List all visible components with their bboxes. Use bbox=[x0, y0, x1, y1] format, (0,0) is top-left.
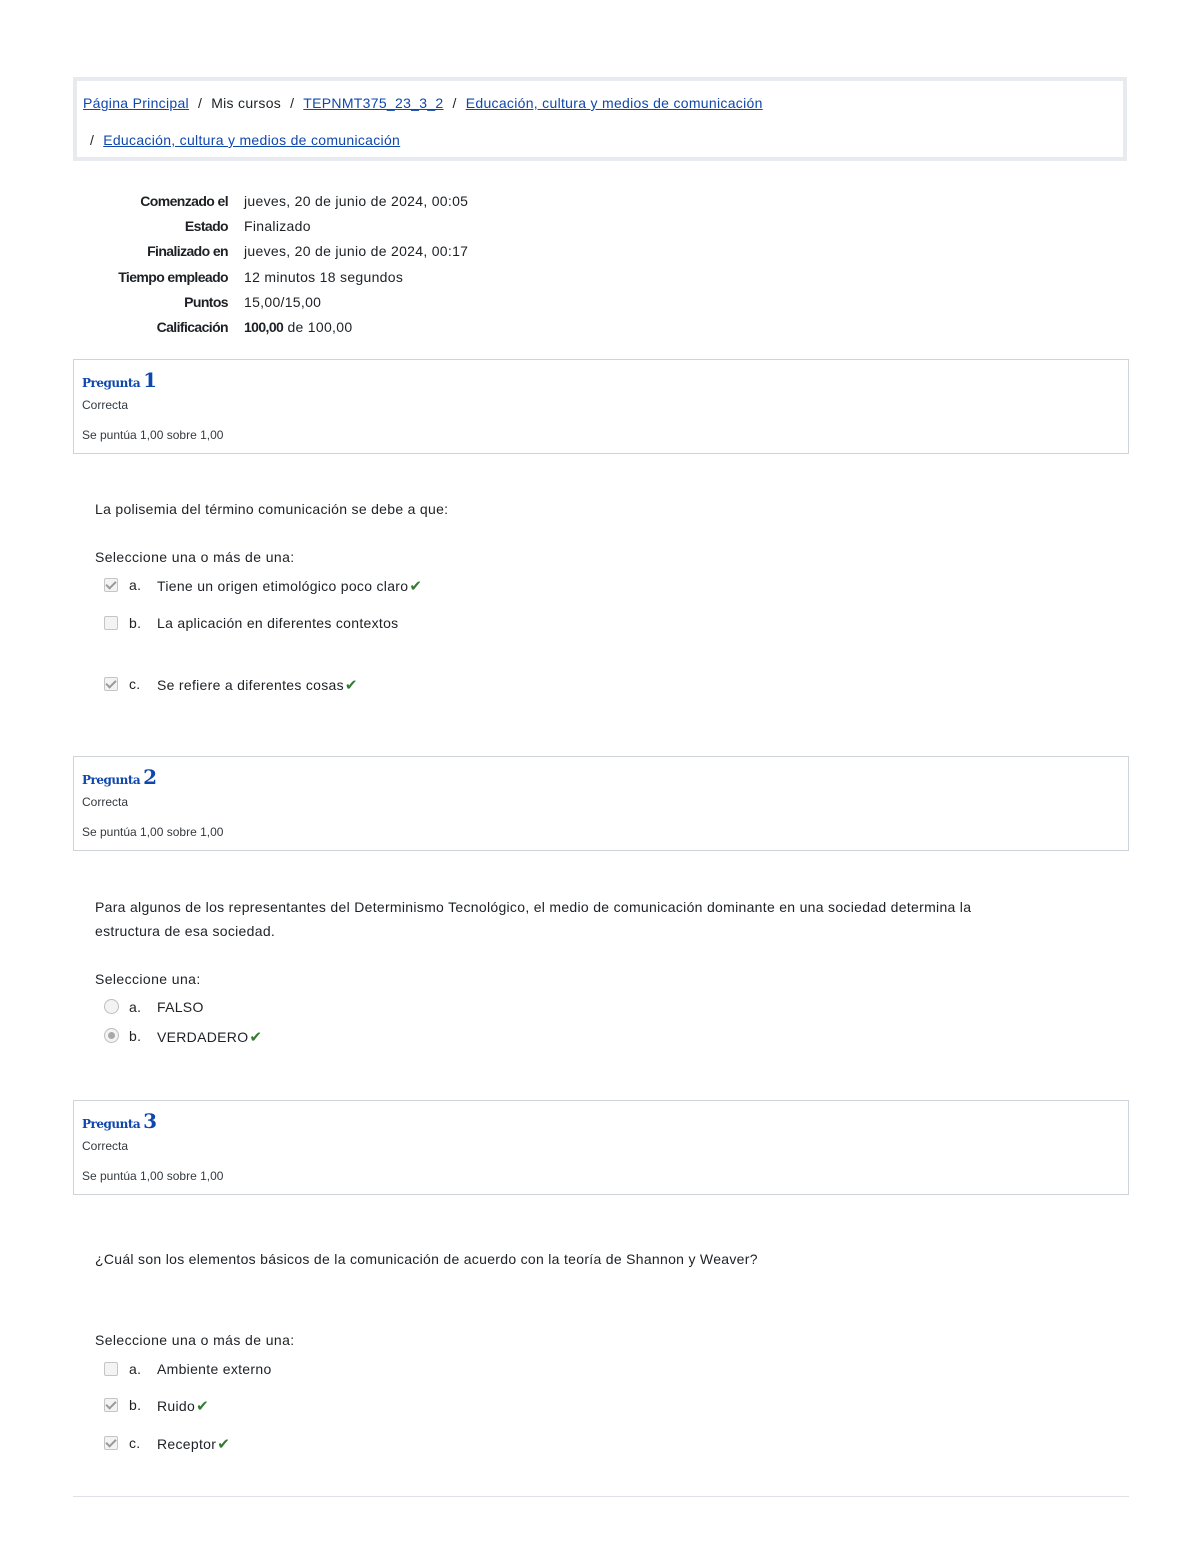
breadcrumb-separator: / bbox=[452, 95, 457, 111]
footer-divider bbox=[73, 1496, 1129, 1497]
summary-label: Finalizado en bbox=[147, 243, 228, 259]
summary-value: Finalizado bbox=[244, 218, 311, 234]
question-text-3: ¿Cuál son los elementos básicos de la comunicación de acuerdo con la teoría de Shannon y Weaver? bbox=[95, 1251, 758, 1267]
question-grade: Se puntúa 1,00 sobre 1,00 bbox=[82, 1169, 224, 1183]
question-text-2: Para algunos de los representantes del Determinismo Tecnológico, el medio de comunicación dominante en una sociedad determina la estructura de esa sociedad. bbox=[95, 899, 972, 939]
question-text-1: La polisemia del término comunicación se debe a que: bbox=[95, 501, 449, 517]
breadcrumb-separator: / bbox=[290, 95, 295, 111]
answer-prompt: Seleccione una o más de una: bbox=[95, 1332, 295, 1348]
answer-prompt: Seleccione una: bbox=[95, 971, 201, 987]
question-title: Pregunta 2 bbox=[82, 765, 158, 789]
summary-value: 12 minutos 18 segundos bbox=[244, 269, 404, 285]
checkbox[interactable] bbox=[104, 677, 118, 691]
checkbox[interactable] bbox=[104, 1436, 118, 1450]
summary-value: jueves, 20 de junio de 2024, 00:17 bbox=[244, 243, 469, 259]
breadcrumb-section-link[interactable]: Educación, cultura y medios de comunicación bbox=[465, 95, 763, 111]
breadcrumb-home-link[interactable]: Página Principal bbox=[83, 95, 189, 111]
grade-score: 100,00 bbox=[244, 319, 284, 335]
summary-value bbox=[244, 319, 352, 335]
summary-label: Estado bbox=[184, 218, 228, 234]
summary-value: 15,00/15,00 bbox=[244, 294, 322, 310]
summary-label: Calificación bbox=[156, 319, 228, 335]
question-info-2 bbox=[73, 756, 1129, 851]
radio-button[interactable] bbox=[104, 999, 119, 1014]
radio-button[interactable] bbox=[104, 1028, 119, 1043]
summary-value: jueves, 20 de junio de 2024, 00:05 bbox=[244, 193, 469, 209]
correct-check-icon: ✔ bbox=[344, 677, 358, 694]
question-state: Correcta bbox=[82, 1139, 129, 1153]
question-grade: Se puntúa 1,00 sobre 1,00 bbox=[82, 825, 224, 839]
question-title: Pregunta 3 bbox=[82, 1109, 158, 1133]
correct-check-icon: ✔ bbox=[196, 1398, 209, 1415]
breadcrumb bbox=[73, 77, 1127, 161]
checkbox[interactable] bbox=[104, 1398, 118, 1412]
question-state: Correcta bbox=[82, 398, 129, 412]
correct-check-icon: ✔ bbox=[217, 1436, 231, 1453]
breadcrumb-quiz-link[interactable]: Educación, cultura y medios de comunicación bbox=[103, 132, 401, 148]
question-grade: Se puntúa 1,00 sobre 1,00 bbox=[82, 428, 224, 442]
breadcrumb-separator: / bbox=[197, 95, 203, 111]
summary-label: Tiempo empleado bbox=[118, 269, 228, 285]
correct-check-icon: ✔ bbox=[409, 578, 423, 595]
checkbox[interactable] bbox=[104, 1362, 118, 1376]
breadcrumb-course-link[interactable]: TEPNMT375_23_3_2 bbox=[303, 95, 444, 111]
summary-label: Comenzado el bbox=[140, 193, 228, 209]
checkbox[interactable] bbox=[104, 578, 118, 592]
question-title: Pregunta 1 bbox=[82, 368, 158, 392]
summary-label: Puntos bbox=[184, 294, 228, 310]
breadcrumb-separator: / bbox=[90, 132, 95, 148]
question-info-3 bbox=[73, 1100, 1129, 1195]
grade-max: de 100,00 bbox=[287, 319, 353, 335]
answer-prompt: Seleccione una o más de una: bbox=[95, 549, 295, 565]
checkbox[interactable] bbox=[104, 616, 118, 630]
correct-check-icon: ✔ bbox=[249, 1029, 263, 1046]
breadcrumb-my-courses: Mis cursos bbox=[211, 95, 282, 111]
question-info-1 bbox=[73, 359, 1129, 454]
question-state: Correcta bbox=[82, 795, 129, 809]
